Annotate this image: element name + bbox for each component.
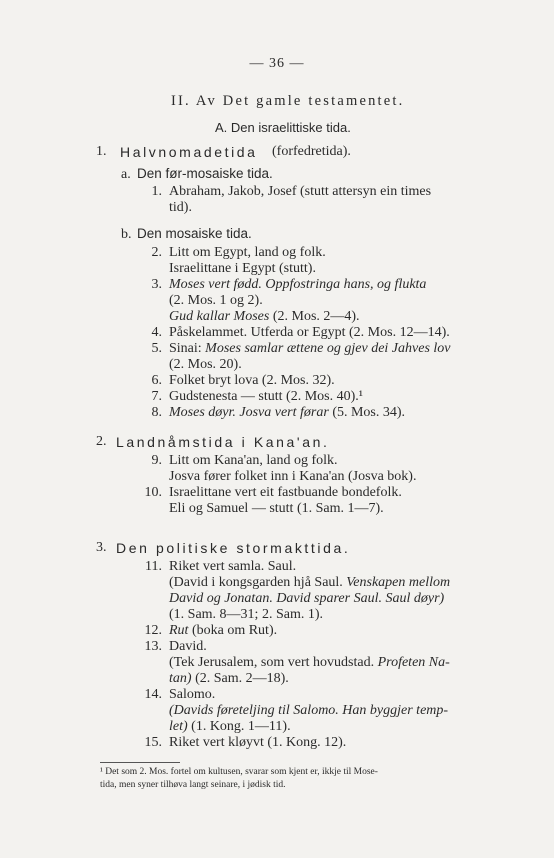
item-3-line-1: Moses vert fødd. Oppfostringa hans, og flukta <box>169 277 427 292</box>
item-number: 8. <box>151 405 162 420</box>
item-12-text: Rut (boka om Rut). <box>169 623 278 638</box>
section-2-title: Landnåmstida i Kana'an. <box>116 434 330 450</box>
item-number: 6. <box>151 373 162 388</box>
item-4-text: Påskelammet. Utferda or Egypt (2. Mos. 12—14). <box>169 325 450 340</box>
subsection-a-label: a. <box>121 167 131 182</box>
item-11-line-1: Riket vert samla. Saul. <box>169 559 297 574</box>
item-number: 15. <box>144 735 162 750</box>
item-11-line-3: David og Jonatan. David sparer Saul. Saul døyr) <box>169 591 445 606</box>
item-number: 3. <box>151 277 162 292</box>
item-3-line-2: (2. Mos. 1 og 2). <box>169 293 263 308</box>
item-10-line-1: Israelittane vert eit fastbuande bondefolk. <box>169 485 402 500</box>
item-11-line-2: (David i kongsgarden hjå Saul. Venskapen mellom <box>169 575 451 590</box>
item-5-line-1: Sinai: Moses samlar ættene og gjev dei Jahves lov <box>169 341 451 356</box>
item-number: 11. <box>145 559 162 574</box>
section-3-number: 3. <box>96 540 107 555</box>
item-14-line-3: let) (1. Kong. 1—11). <box>169 719 291 734</box>
section-2-number: 2. <box>96 434 107 449</box>
section-3-title: Den politiske stormakttida. <box>116 540 351 556</box>
item-1-line-1: Abraham, Jakob, Josef (stutt attersyn ein times <box>169 184 432 199</box>
item-number: 10. <box>144 485 162 500</box>
item-15-text: Riket vert kløyvt (1. Kong. 12). <box>169 735 347 750</box>
item-number: 4. <box>151 325 162 340</box>
item-number: 13. <box>144 639 162 654</box>
item-13-line-1: David. <box>169 639 207 654</box>
item-1-line-2: tid). <box>169 200 192 215</box>
item-14-line-1: Salomo. <box>169 687 216 702</box>
section-1-title: Halvnomadetida <box>120 144 258 160</box>
item-10-line-2: Eli og Samuel — stutt (1. Sam. 1—7). <box>169 501 384 516</box>
item-9-line-1: Litt om Kana'an, land og folk. <box>169 453 338 468</box>
item-number: 9. <box>151 453 162 468</box>
item-6-text: Folket bryt lova (2. Mos. 32). <box>169 373 335 388</box>
item-number: 1. <box>151 184 162 199</box>
item-3-line-3: Gud kallar Moses (2. Mos. 2—4). <box>169 309 360 324</box>
item-number: 14. <box>144 687 162 702</box>
item-7-text: Gudstenesta — stutt (2. Mos. 40).¹ <box>169 389 363 404</box>
item-13-line-3: tan) (2. Sam. 2—18). <box>169 671 289 686</box>
item-number: 12. <box>144 623 162 638</box>
footnote-line-1: ¹ Det som 2. Mos. fortel om kultusen, svarar som kjent er, ikkje til Mose- <box>100 767 378 777</box>
subsection-b-title: Den mosaiske tida. <box>137 226 252 241</box>
section-1-number: 1. <box>96 144 107 159</box>
item-2-line-1: Litt om Egypt, land og folk. <box>169 245 326 260</box>
item-number: 5. <box>151 341 162 356</box>
item-14-line-2: (Davids føreteljing til Salomo. Han byggjer temp- <box>169 703 449 718</box>
subsection-b-label: b. <box>121 227 132 242</box>
item-number: 2. <box>151 245 162 260</box>
footnote-line-2: tida, men syner tilhøva langt seinare, i jødisk tid. <box>100 780 286 790</box>
footnote-rule <box>100 762 180 763</box>
part-title: II. Av Det gamle testamentet. <box>171 93 405 109</box>
item-number: 7. <box>151 389 162 404</box>
item-8-text: Moses døyr. Josva vert førar (5. Mos. 34). <box>169 405 406 420</box>
item-2-line-2: Israelittane i Egypt (stutt). <box>169 261 316 276</box>
subsection-a-title: Den før-mosaiske tida. <box>137 166 273 181</box>
page-number: — 36 — <box>249 56 305 71</box>
item-13-line-2: (Tek Jerusalem, som vert hovudstad. Profeten Na- <box>169 655 450 670</box>
item-9-line-2: Josva fører folket inn i Kana'an (Josva bok). <box>169 469 417 484</box>
section-a-title: A. Den israelittiske tida. <box>215 120 351 135</box>
section-1-subtitle: (forfedretida). <box>272 144 351 159</box>
item-11-line-4: (1. Sam. 8—31; 2. Sam. 1). <box>169 607 323 622</box>
item-5-line-2: (2. Mos. 20). <box>169 357 242 372</box>
